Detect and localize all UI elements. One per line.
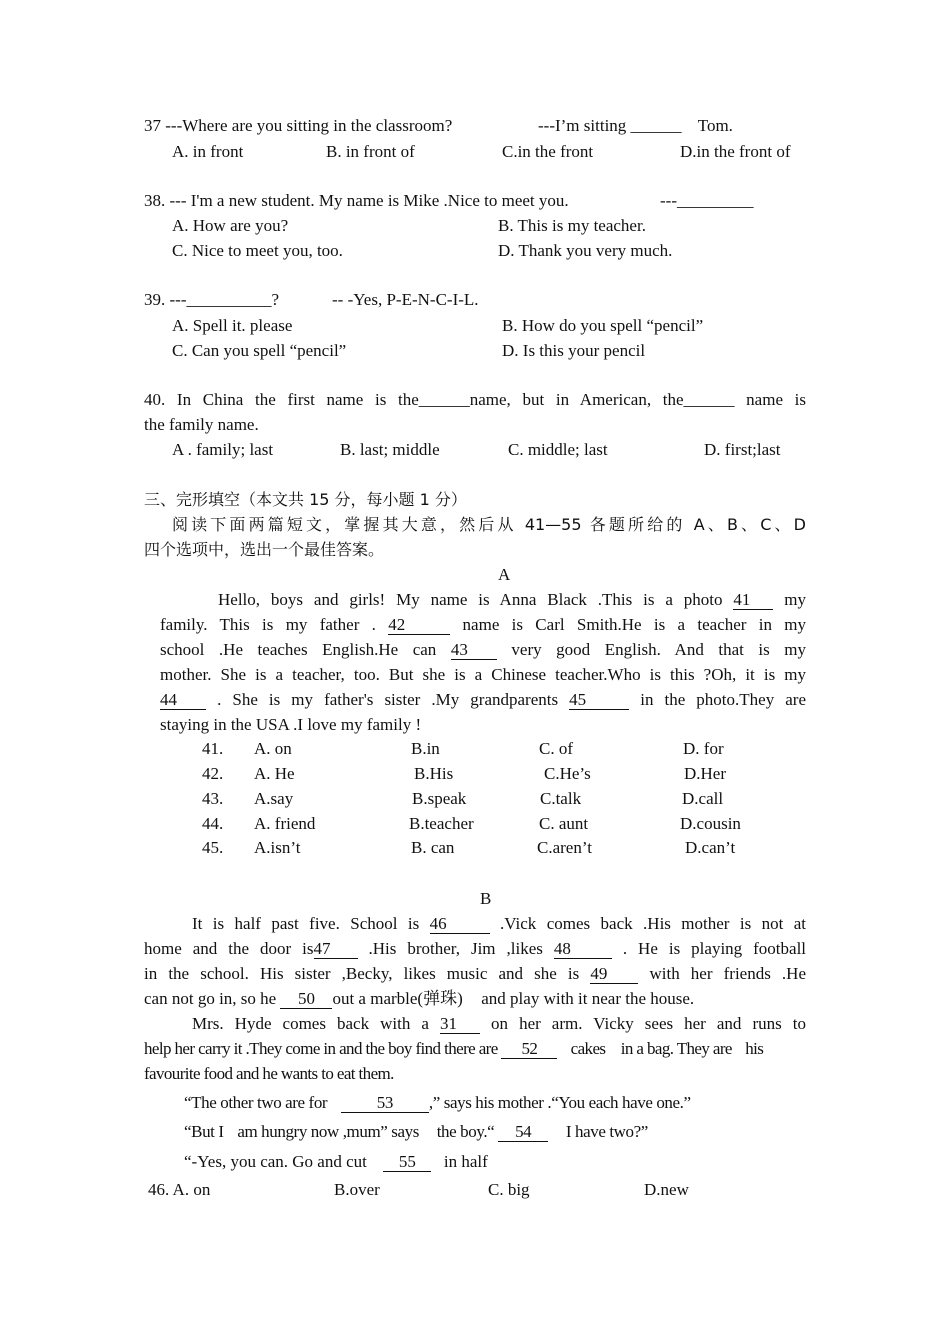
passage-b-text: I have two?” [565, 1122, 648, 1141]
blank-49: 49 [590, 965, 638, 984]
passage-b-text: with her friends .He [649, 964, 807, 983]
blank-55: 55 [383, 1153, 431, 1172]
passage-a-label: A [498, 565, 511, 584]
passage-b-line5 [192, 1014, 806, 1034]
q46-option-d: D.new [644, 1180, 689, 1199]
q40-line1: 40. In China the first name is the______name, but in American, the______ name is [144, 390, 806, 409]
passage-a-text: family. This is my father . [160, 615, 376, 634]
passage-a-text: Hello, boys and girls! My name is Anna Black .This is a photo [218, 590, 723, 609]
passage-a-line4: mother. She is a teacher, too. But she is a Chinese teacher.Who is this ?Oh, it is my [160, 665, 806, 684]
q39-option-c: C. Can you spell “pencil” [172, 341, 347, 360]
passage-b-line4 [144, 989, 694, 1009]
q39-option-a: A. Spell it. please [172, 316, 293, 335]
blank-43: 43 [451, 641, 497, 660]
option-row-44-c: C. aunt [539, 814, 589, 833]
passage-a-text: . She is my father's sister .My grandparents [217, 690, 559, 709]
blank-42: 42 [388, 616, 450, 635]
q37-option-a: A. in front [172, 142, 244, 161]
passage-b-line10 [184, 1152, 488, 1172]
passage-a-text: very good English. And that is my [511, 640, 807, 659]
passage-b-text: and play with it near the house. [481, 989, 695, 1008]
option-row-42-b: B.His [414, 764, 454, 783]
q46-option-c: C. big [488, 1180, 530, 1199]
q38-option-a: A. How are you? [172, 216, 289, 235]
passage-a-line3 [160, 640, 806, 660]
passage-b-text: in half [443, 1152, 488, 1171]
blank-31: 31 [440, 1015, 480, 1034]
q37-reply-after: Tom. [697, 116, 733, 135]
passage-b-line2 [144, 939, 806, 959]
passage-b-text: . He is playing football [622, 939, 807, 958]
blank-53: 53 [341, 1094, 429, 1113]
blank-48: 48 [554, 940, 612, 959]
passage-b-text: .Vick comes back .His mother is not at [500, 914, 807, 933]
q46-option-a: 46. A. on [148, 1180, 211, 1199]
passage-b-text: his [745, 1039, 764, 1058]
option-row-45-a: A.isn’t [254, 838, 301, 857]
option-row-45-b: B. can [411, 838, 455, 857]
passage-b-line3 [144, 964, 806, 984]
option-row-45-num: 45. [202, 838, 224, 857]
q40-line2: the family name. [144, 415, 259, 434]
blank-52: 52 [501, 1040, 557, 1059]
q39-option-d: D. Is this your pencil [502, 341, 646, 360]
blank-50: 50 [280, 990, 332, 1009]
q38-stem: 38. --- I'm a new student. My name is Mike .Nice to meet you. [144, 191, 569, 210]
passage-a-text: in the photo.They are [640, 690, 807, 709]
blank-47: 47 [314, 940, 358, 959]
passage-b-line1 [192, 914, 806, 934]
passage-b-text: home and the door is [144, 939, 314, 958]
option-row-43-d: D.call [682, 789, 724, 808]
q40-option-a: A . family; last [172, 440, 274, 459]
option-row-43-num: 43. [202, 789, 224, 808]
passage-b-text: It is half past five. School is [192, 914, 420, 933]
blank-41: 41 [733, 591, 773, 610]
passage-a-text: name is Carl Smith.He is a teacher in my [462, 615, 807, 634]
option-row-42-c: C.He’s [544, 764, 591, 783]
q38-option-c: C. Nice to meet you, too. [172, 241, 343, 260]
section3-instruction-line2: 四个选项中，选出一个最佳答案。 [144, 540, 385, 559]
option-row-42-d: D.Her [684, 764, 727, 783]
passage-b-text: .His brother, Jim ,likes [368, 939, 543, 958]
passage-a-text: school .He teaches English.He can [160, 640, 437, 659]
section3-instruction-line1: 阅读下面两篇短文，掌握其大意，然后从 41—55 各题所给的 A、B、C、D [172, 515, 806, 534]
section3-title: 三、完形填空（本文共 15 分，每小题 1 分） [144, 490, 467, 509]
q37-option-b: B. in front of [326, 142, 415, 161]
option-row-42-num: 42. [202, 764, 224, 783]
option-row-45-c: C.aren’t [537, 838, 592, 857]
option-row-44-b: B.teacher [409, 814, 474, 833]
blank-54: 54 [498, 1123, 548, 1142]
passage-b-text: Mrs. Hyde comes back with a [192, 1014, 429, 1033]
passage-b-text: help her carry it .They come in and the boy find there are [144, 1039, 498, 1058]
q46-option-b: B.over [334, 1180, 380, 1199]
q40-option-c: C. middle; last [508, 440, 608, 459]
passage-a-text: my [784, 590, 807, 609]
option-row-44-num: 44. [202, 814, 224, 833]
passage-b-text: can not go in, so he [144, 989, 277, 1008]
q39-option-b: B. How do you spell “pencil” [502, 316, 704, 335]
q37-reply [538, 116, 733, 136]
passage-b-text: “-Yes, you can. Go and cut [184, 1152, 367, 1171]
passage-b-text: in a bag. They are [620, 1039, 732, 1058]
blank-46: 46 [430, 915, 490, 934]
passage-a-line6: staying in the USA .I love my family ! [160, 715, 422, 734]
q37-blank: ______ [630, 116, 682, 135]
option-row-45-d: D.can’t [685, 838, 736, 857]
passage-b-text: “But I [184, 1122, 224, 1141]
passage-b-label: B [480, 889, 492, 908]
q37-option-d: D.in the front of [680, 142, 791, 161]
option-row-43-b: B.speak [412, 789, 467, 808]
option-row-41-num: 41. [202, 739, 224, 758]
option-row-43-a: A.say [254, 789, 294, 808]
option-row-42-a: A. He [254, 764, 295, 783]
q37-reply-before: ---I’m sitting [538, 116, 627, 135]
passage-b-line6 [144, 1039, 763, 1059]
passage-b-text: am hungry now ,mum” says [237, 1122, 419, 1141]
passage-b-text: cakes [570, 1039, 606, 1058]
passage-b-text: out a marble(弹珠) [332, 989, 463, 1008]
option-row-43-c: C.talk [540, 789, 582, 808]
option-row-41-d: D. for [683, 739, 724, 758]
option-row-41-b: B.in [411, 739, 440, 758]
q40-option-d: D. first;last [704, 440, 781, 459]
option-row-41-a: A. on [254, 739, 292, 758]
passage-b-text: the boy.“ [436, 1122, 495, 1141]
q39-stem: 39. ---__________? [144, 290, 280, 309]
option-row-44-a: A. friend [254, 814, 316, 833]
option-row-44-d: D.cousin [680, 814, 741, 833]
passage-b-text: on her arm. Vicky sees her and runs to [491, 1014, 807, 1033]
passage-b-text: “The other two are for [184, 1093, 328, 1112]
blank-45: 45 [569, 691, 629, 710]
passage-a-line1 [218, 590, 806, 610]
q37-option-c: C.in the front [502, 142, 594, 161]
q37-stem: 37 ---Where are you sitting in the classroom? [144, 116, 453, 135]
passage-a-line2 [160, 615, 806, 635]
q39-reply: -- -Yes, P-E-N-C-I-L. [332, 290, 479, 309]
q38-option-b: B. This is my teacher. [498, 216, 646, 235]
q38-option-d: D. Thank you very much. [498, 241, 673, 260]
option-row-41-c: C. of [539, 739, 573, 758]
passage-b-line9 [184, 1122, 648, 1142]
passage-b-text: in the school. His sister ,Becky, likes music and she is [144, 964, 580, 983]
passage-b-line7: favourite food and he wants to eat them. [144, 1064, 394, 1083]
passage-b-text: ,” says his mother .“You each have one.” [428, 1093, 691, 1112]
q40-option-b: B. last; middle [340, 440, 440, 459]
passage-b-line8 [184, 1093, 691, 1113]
blank-44: 44 [160, 691, 206, 710]
q38-reply: ---_________ [660, 191, 754, 210]
passage-a-line5 [160, 690, 806, 710]
